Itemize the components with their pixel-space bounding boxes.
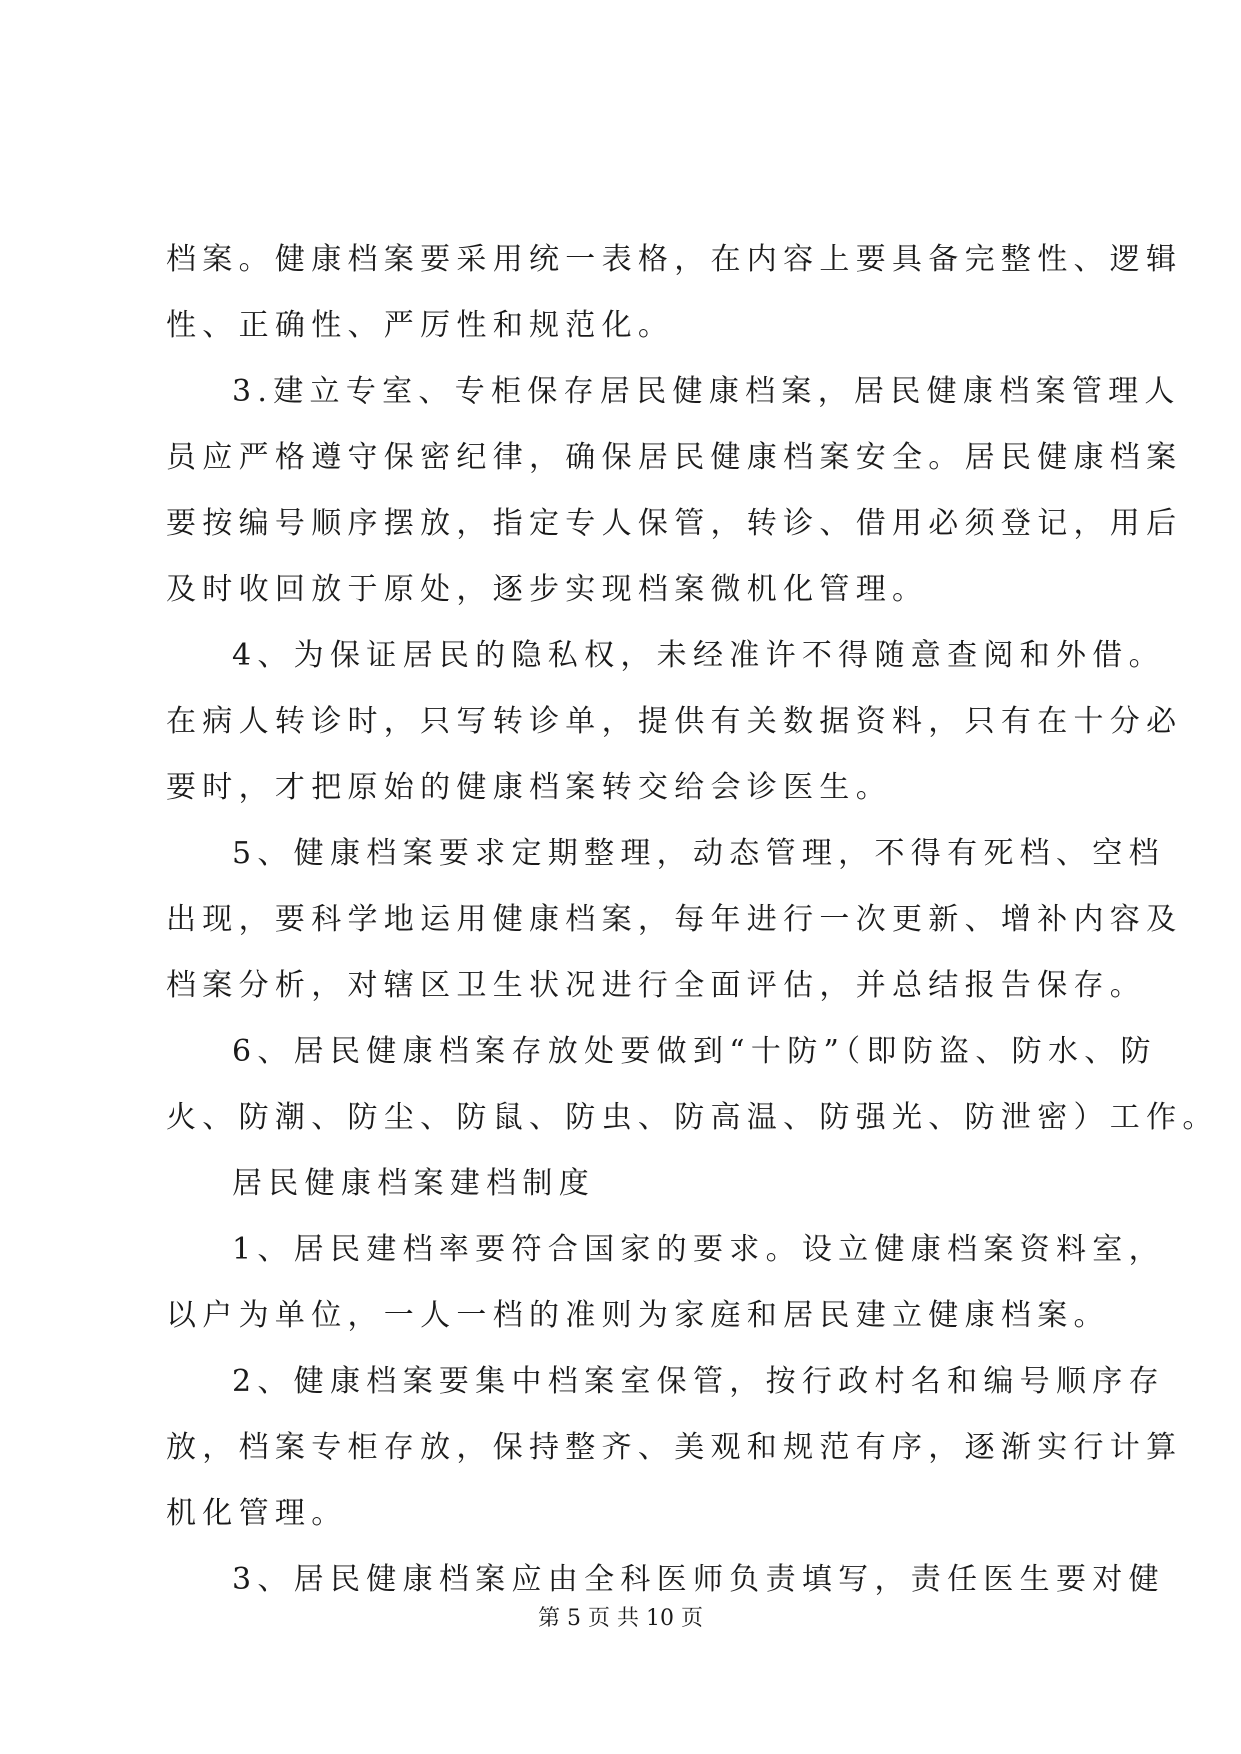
text-line: 出现，要科学地运用健康档案，每年进行一次更新、增补内容及 [166,902,1183,937]
text-line: 在病人转诊时，只写转诊单，提供有关数据资料，只有在十分必 [166,704,1183,739]
text-line: 3.建立专室、专柜保存居民健康档案，居民健康档案管理人 [232,374,1181,409]
text-line: 火、防潮、防尘、防鼠、防虫、防高温、防强光、防泄密）工作。 [166,1100,1219,1135]
text-line: 档案。健康档案要采用统一表格，在内容上要具备完整性、逻辑 [166,242,1183,277]
text-line: 6、居民健康档案存放处要做到“十防”（即防盗、防水、防 [232,1034,1157,1069]
text-line: 档案分析，对辖区卫生状况进行全面评估，并总结报告保存。 [166,968,1147,1003]
page-footer: 第 5 页 共 10 页 [538,1606,703,1631]
text-line: 性、正确性、严厉性和规范化。 [166,308,675,343]
text-line: 机化管理。 [166,1496,348,1531]
text-line: 居民健康档案建档制度 [232,1166,595,1201]
text-line: 4、为保证居民的隐私权，未经准许不得随意查阅和外借。 [232,638,1165,673]
document-body [166,227,1219,1613]
text-line: 及时收回放于原处，逐步实现档案微机化管理。 [166,572,929,607]
text-line: 放，档案专柜存放，保持整齐、美观和规范有序，逐渐实行计算 [166,1430,1183,1465]
text-line: 员应严格遵守保密纪律，确保居民健康档案安全。居民健康档案 [166,440,1183,475]
text-line: 要按编号顺序摆放，指定专人保管，转诊、借用必须登记，用后 [166,506,1183,541]
text-line: 以户为单位，一人一档的准则为家庭和居民建立健康档案。 [166,1298,1110,1333]
text-line: 2、健康档案要集中档案室保管，按行政村名和编号顺序存 [232,1364,1165,1399]
text-line: 5、健康档案要求定期整理，动态管理，不得有死档、空档 [232,836,1165,871]
text-line: 要时，才把原始的健康档案转交给会诊医生。 [166,770,892,805]
text-line: 3、居民健康档案应由全科医师负责填写，责任医生要对健 [232,1562,1165,1597]
text-line: 1、居民建档率要符合国家的要求。设立健康档案资料室， [232,1232,1165,1267]
